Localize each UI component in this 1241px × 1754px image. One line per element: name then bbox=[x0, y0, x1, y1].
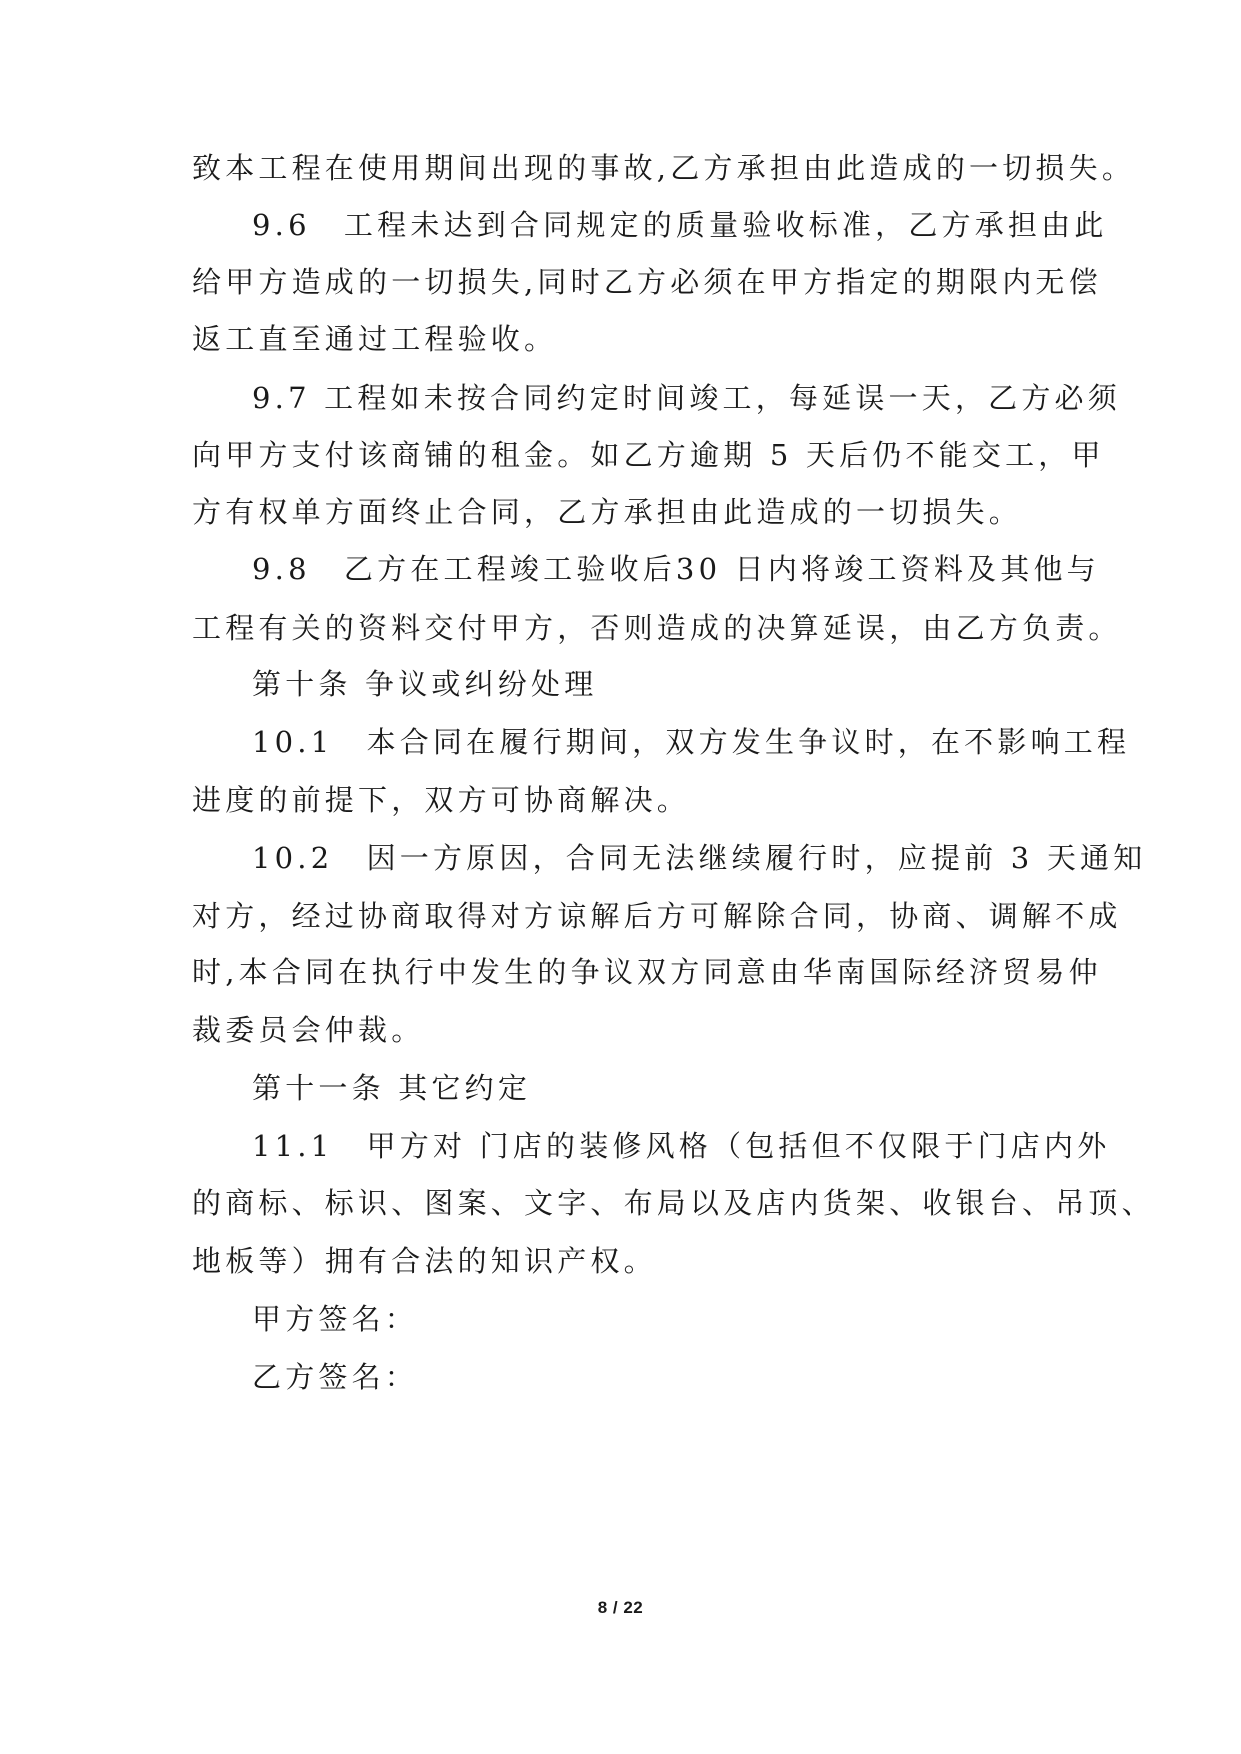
clause-11-1: 11.1 甲方对 门店的装修风格（包括但不仅限于门店内外 bbox=[252, 1129, 1111, 1163]
text-line-12: 进度的前提下，双方可协商解决。 bbox=[192, 783, 691, 817]
text-line-14: 对方，经过协商取得对方谅解后方可解除合同，协商、调解不成 bbox=[192, 899, 1122, 933]
text-line-9: 工程有关的资料交付甲方，否则造成的决算延误，由乙方负责。 bbox=[192, 611, 1122, 645]
text-line-6: 向甲方支付该商铺的租金。如乙方逾期 5 天后仍不能交工，甲 bbox=[192, 438, 1105, 472]
text-line-20: 地板等）拥有合法的知识产权。 bbox=[192, 1244, 657, 1278]
party-a-signature: 甲方签名： bbox=[252, 1302, 419, 1336]
section-heading-10: 第十条 争议或纠纷处理 bbox=[252, 667, 598, 701]
clause-10-1: 10.1 本合同在履行期间，双方发生争议时，在不影响工程 bbox=[252, 725, 1131, 759]
clause-10-2: 10.2 因一方原因，合同无法继续履行时，应提前 3 天通知 bbox=[252, 841, 1147, 875]
text-line-1: 致本工程在使用期间出现的事故,乙方承担由此造成的一切损失。 bbox=[192, 151, 1136, 185]
clause-9-6: 9.6 工程未达到合同规定的质量验收标准，乙方承担由此 bbox=[252, 208, 1108, 242]
text-line-7: 方有权单方面终止合同，乙方承担由此造成的一切损失。 bbox=[192, 495, 1023, 529]
text-line-16: 裁委员会仲裁。 bbox=[192, 1013, 425, 1047]
text-line-15: 时,本合同在执行中发生的争议双方同意由华南国际经济贸易仲 bbox=[192, 955, 1102, 989]
page-number: 8 / 22 bbox=[597, 1598, 644, 1617]
text-line-19: 的商标、标识、图案、文字、布局以及店内货架、收银台、吊顶、 bbox=[192, 1186, 1155, 1220]
clause-9-7: 9.7 工程如未按合同约定时间竣工，每延误一天，乙方必须 bbox=[252, 381, 1121, 415]
section-heading-11: 第十一条 其它约定 bbox=[252, 1071, 532, 1105]
text-line-4: 返工直至通过工程验收。 bbox=[192, 322, 558, 356]
text-line-3: 给甲方造成的一切损失,同时乙方必须在甲方指定的期限内无偿 bbox=[192, 265, 1102, 299]
clause-9-8: 9.8 乙方在工程竣工验收后30 日内将竣工资料及其他与 bbox=[252, 552, 1100, 586]
party-b-signature: 乙方签名： bbox=[252, 1360, 419, 1394]
